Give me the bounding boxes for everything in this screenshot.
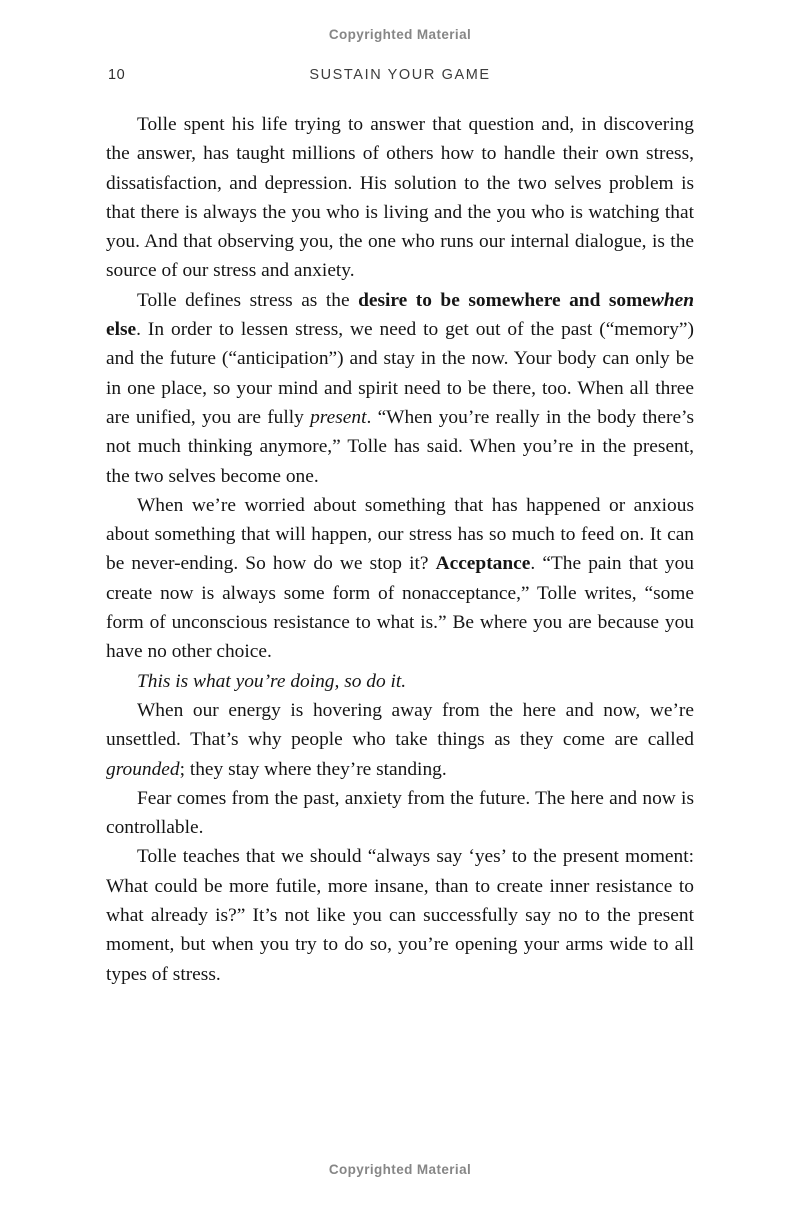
text-run: This is what you’re doing, so do it.	[137, 670, 407, 692]
page-number: 10	[108, 67, 126, 83]
paragraph	[106, 110, 694, 286]
paragraph	[106, 842, 694, 988]
text-run: Tolle spent his life trying to answer that question and, in discovering the answer, has taught millions of others how to handle their own stress, dissatisfaction, and depression. His solution to the two selves problem is that there is always the you who is living and the you who is watching that you. And that observing you, the one who runs our internal dialogue, is the source of our stress and anxiety.	[106, 114, 694, 282]
text-run: . “The pain that you create now is always some form of nonacceptance,” Tolle writes, “some form of unconscious resistance to what is.” Be where you are because you have no other choice.	[106, 553, 694, 663]
paragraph	[106, 784, 694, 843]
paragraph	[106, 667, 694, 696]
body-text	[106, 110, 694, 989]
text-run: Tolle teaches that we should “always say ‘yes’ to the present moment: What could be more futile, more insane, than to create inner resistance to what already is?” It’s not like you can successfully say no to the present moment, but when you try to do so, you’re opening your arms wide to all types of stress.	[106, 846, 694, 985]
paragraph	[106, 696, 694, 784]
paragraph	[106, 286, 694, 491]
text-run: ; they stay where they’re standing.	[179, 758, 447, 780]
text-run: When we’re worried about something that has happened or anxious about something that will happen, our stress has so much to feed on. It can be never-ending. So how do we stop it?	[106, 494, 694, 575]
running-header	[0, 67, 800, 83]
text-run: else	[106, 319, 137, 341]
text-run: when	[650, 289, 694, 311]
copyright-notice-top: Copyrighted Material	[328, 27, 472, 42]
text-run: Acceptance	[435, 553, 531, 575]
running-title: SUSTAIN YOUR GAME	[309, 67, 491, 83]
copyright-notice-bottom: Copyrighted Material	[328, 1162, 472, 1177]
text-run: grounded	[106, 758, 180, 780]
text-run: Tolle defines stress as the	[137, 289, 359, 311]
text-run: . “When you’re really in the body there’s not much thinking anymore,” Tolle has said. When you’re in the present, the two selves become one.	[106, 406, 694, 487]
text-run: . In order to lessen stress, we need to get out of the past (“memory”) and the future (“anticipation”) and stay in the now. Your body can only be in one place, so your mind and spirit need to be there, too. When all three are unified, you are fully	[106, 319, 694, 428]
text-run: present	[310, 406, 367, 428]
paragraph	[106, 491, 694, 667]
text-run: desire to be somewhere and some	[358, 289, 651, 311]
text-run: Fear comes from the past, anxiety from the future. The here and now is controllable.	[106, 787, 694, 839]
text-run: When our energy is hovering away from the here and now, we’re unsettled. That’s why people who take things as they come are called	[106, 699, 694, 751]
